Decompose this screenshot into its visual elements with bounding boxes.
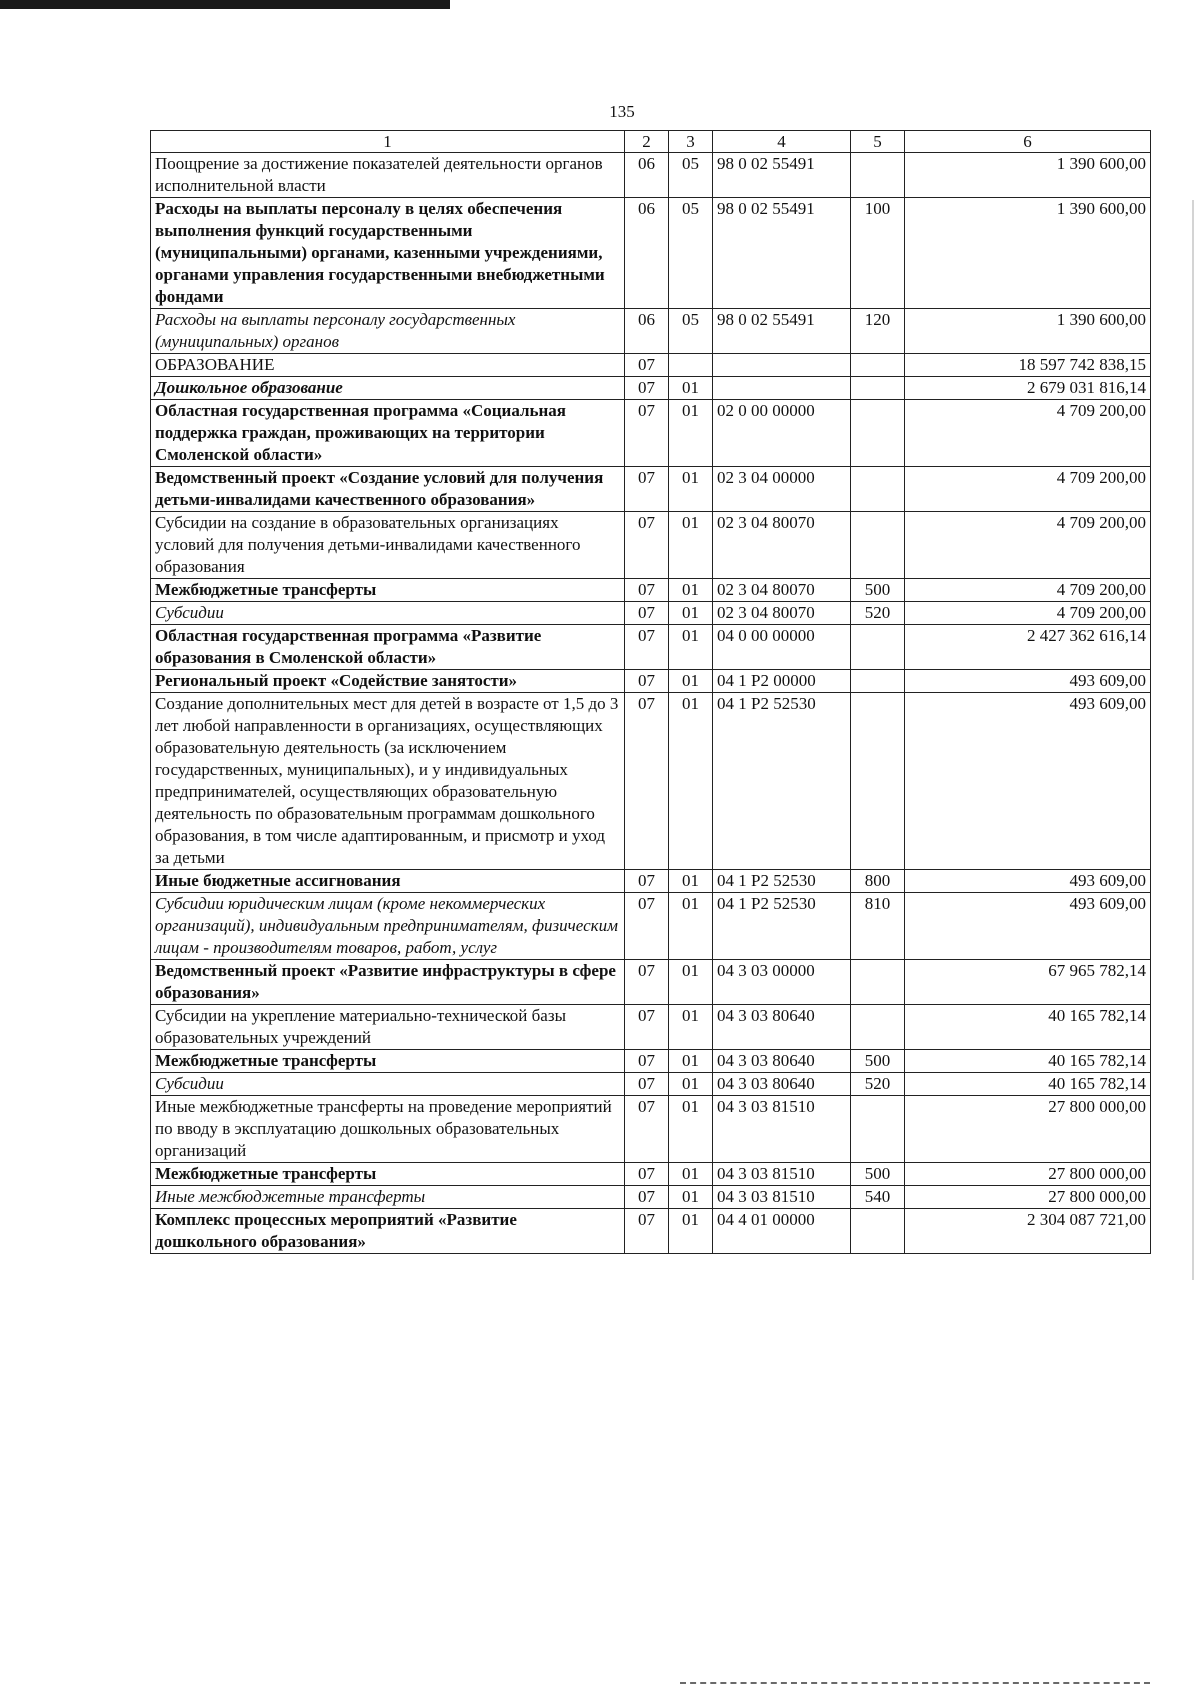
row-subsection-code: 01 (669, 377, 713, 400)
row-subsection-code: 01 (669, 870, 713, 893)
row-amount: 493 609,00 (905, 693, 1151, 870)
row-section-code: 07 (625, 512, 669, 579)
row-name: Межбюджетные трансферты (151, 1163, 625, 1186)
row-section-code: 07 (625, 960, 669, 1005)
table-row (151, 579, 1151, 602)
row-name: Субсидии на создание в образовательных организациях условий для получения детьми-инвалидами качественного образования (151, 512, 625, 579)
table-row (151, 512, 1151, 579)
row-amount: 2 679 031 816,14 (905, 377, 1151, 400)
row-subsection-code: 01 (669, 625, 713, 670)
row-subsection-code: 01 (669, 1050, 713, 1073)
table-row (151, 153, 1151, 198)
row-target-code: 04 1 Р2 52530 (713, 870, 851, 893)
row-amount: 4 709 200,00 (905, 579, 1151, 602)
row-section-code: 07 (625, 467, 669, 512)
table-row (151, 893, 1151, 960)
row-expense-type-code: 100 (851, 198, 905, 309)
row-target-code: 04 3 03 00000 (713, 960, 851, 1005)
row-name: Межбюджетные трансферты (151, 579, 625, 602)
row-target-code: 04 0 00 00000 (713, 625, 851, 670)
row-amount: 1 390 600,00 (905, 198, 1151, 309)
row-expense-type-code (851, 400, 905, 467)
row-amount: 4 709 200,00 (905, 512, 1151, 579)
row-amount: 67 965 782,14 (905, 960, 1151, 1005)
row-expense-type-code (851, 625, 905, 670)
row-target-code: 04 1 Р2 52530 (713, 693, 851, 870)
row-amount: 27 800 000,00 (905, 1096, 1151, 1163)
row-subsection-code (669, 354, 713, 377)
row-target-code: 04 3 03 81510 (713, 1096, 851, 1163)
row-section-code: 07 (625, 377, 669, 400)
row-name: Субсидии (151, 602, 625, 625)
row-name: ОБРАЗОВАНИЕ (151, 354, 625, 377)
row-subsection-code: 01 (669, 602, 713, 625)
page-number: 135 (609, 102, 635, 121)
row-section-code: 07 (625, 354, 669, 377)
table-row (151, 1186, 1151, 1209)
scan-bottom-marks (680, 1682, 1150, 1684)
row-subsection-code: 01 (669, 1005, 713, 1050)
row-name: Областная государственная программа «Развитие образования в Смоленской области» (151, 625, 625, 670)
row-section-code: 07 (625, 1096, 669, 1163)
row-amount: 27 800 000,00 (905, 1163, 1151, 1186)
row-subsection-code: 01 (669, 893, 713, 960)
table-row (151, 1209, 1151, 1254)
row-target-code: 04 3 03 80640 (713, 1050, 851, 1073)
row-subsection-code: 01 (669, 960, 713, 1005)
row-expense-type-code: 500 (851, 579, 905, 602)
row-amount: 40 165 782,14 (905, 1073, 1151, 1096)
header-col-1: 1 (151, 131, 625, 153)
row-target-code: 04 1 Р2 52530 (713, 893, 851, 960)
table-row (151, 377, 1151, 400)
row-amount: 40 165 782,14 (905, 1005, 1151, 1050)
row-section-code: 06 (625, 309, 669, 354)
scan-edge-line (0, 0, 450, 9)
header-col-2: 2 (625, 131, 669, 153)
row-subsection-code: 01 (669, 1209, 713, 1254)
row-section-code: 07 (625, 893, 669, 960)
row-expense-type-code: 520 (851, 602, 905, 625)
row-subsection-code: 05 (669, 309, 713, 354)
row-name: Расходы на выплаты персоналу в целях обеспечения выполнения функций государственными (муниципальными) органами, казенными учреждениями, органами управления государственными внебюджетными фондами (151, 198, 625, 309)
row-name: Дошкольное образование (151, 377, 625, 400)
row-target-code: 02 3 04 80070 (713, 512, 851, 579)
table-row (151, 960, 1151, 1005)
row-section-code: 07 (625, 579, 669, 602)
header-col-4: 4 (713, 131, 851, 153)
table-row (151, 354, 1151, 377)
row-expense-type-code: 500 (851, 1050, 905, 1073)
scan-edge-line-right (1192, 200, 1194, 1280)
row-section-code: 06 (625, 198, 669, 309)
row-expense-type-code (851, 377, 905, 400)
table-row (151, 198, 1151, 309)
row-expense-type-code: 500 (851, 1163, 905, 1186)
row-target-code: 98 0 02 55491 (713, 309, 851, 354)
row-subsection-code: 05 (669, 153, 713, 198)
row-target-code: 02 3 04 80070 (713, 602, 851, 625)
row-target-code: 04 3 03 80640 (713, 1005, 851, 1050)
row-section-code: 07 (625, 602, 669, 625)
table-header-row (151, 131, 1151, 153)
row-expense-type-code: 520 (851, 1073, 905, 1096)
row-name: Межбюджетные трансферты (151, 1050, 625, 1073)
row-expense-type-code: 800 (851, 870, 905, 893)
row-expense-type-code (851, 467, 905, 512)
row-amount: 1 390 600,00 (905, 309, 1151, 354)
row-section-code: 07 (625, 1005, 669, 1050)
table-row (151, 400, 1151, 467)
row-name: Иные межбюджетные трансферты (151, 1186, 625, 1209)
row-amount: 4 709 200,00 (905, 400, 1151, 467)
row-expense-type-code (851, 512, 905, 579)
budget-table (150, 130, 1151, 1254)
row-section-code: 07 (625, 625, 669, 670)
row-section-code: 07 (625, 870, 669, 893)
row-name: Субсидии (151, 1073, 625, 1096)
row-amount: 40 165 782,14 (905, 1050, 1151, 1073)
table-body (151, 153, 1151, 1254)
row-subsection-code: 01 (669, 579, 713, 602)
row-name: Иные бюджетные ассигнования (151, 870, 625, 893)
row-section-code: 07 (625, 1186, 669, 1209)
row-target-code: 04 3 03 81510 (713, 1186, 851, 1209)
row-expense-type-code: 540 (851, 1186, 905, 1209)
row-name: Расходы на выплаты персоналу государственных (муниципальных) органов (151, 309, 625, 354)
row-name: Иные межбюджетные трансферты на проведение мероприятий по вводу в эксплуатацию дошкольных образовательных организаций (151, 1096, 625, 1163)
row-subsection-code: 01 (669, 670, 713, 693)
row-subsection-code: 01 (669, 1163, 713, 1186)
table-row (151, 693, 1151, 870)
row-expense-type-code (851, 960, 905, 1005)
row-expense-type-code: 120 (851, 309, 905, 354)
row-target-code: 04 1 Р2 00000 (713, 670, 851, 693)
row-name: Поощрение за достижение показателей деятельности органов исполнительной власти (151, 153, 625, 198)
table-row (151, 670, 1151, 693)
row-amount: 1 390 600,00 (905, 153, 1151, 198)
table-row (151, 1073, 1151, 1096)
row-target-code: 04 3 03 81510 (713, 1163, 851, 1186)
table-row (151, 467, 1151, 512)
row-target-code (713, 354, 851, 377)
row-target-code: 98 0 02 55491 (713, 198, 851, 309)
row-name: Ведомственный проект «Создание условий для получения детьми-инвалидами качественного образования» (151, 467, 625, 512)
row-target-code: 02 3 04 80070 (713, 579, 851, 602)
table-row (151, 870, 1151, 893)
row-target-code (713, 377, 851, 400)
table-row (151, 625, 1151, 670)
row-amount: 493 609,00 (905, 893, 1151, 960)
row-subsection-code: 01 (669, 512, 713, 579)
row-name: Субсидии на укрепление материально-технической базы образовательных учреждений (151, 1005, 625, 1050)
header-col-3: 3 (669, 131, 713, 153)
row-target-code: 04 3 03 80640 (713, 1073, 851, 1096)
row-expense-type-code (851, 153, 905, 198)
row-subsection-code: 01 (669, 400, 713, 467)
row-name: Субсидии юридическим лицам (кроме некоммерческих организаций), индивидуальным предпринимателям, физическим лицам - производителям товаров, работ, услуг (151, 893, 625, 960)
row-expense-type-code (851, 1096, 905, 1163)
row-subsection-code: 01 (669, 1096, 713, 1163)
row-amount: 18 597 742 838,15 (905, 354, 1151, 377)
row-amount: 2 304 087 721,00 (905, 1209, 1151, 1254)
row-section-code: 06 (625, 153, 669, 198)
row-subsection-code: 01 (669, 467, 713, 512)
row-target-code: 98 0 02 55491 (713, 153, 851, 198)
row-amount: 2 427 362 616,14 (905, 625, 1151, 670)
row-expense-type-code (851, 354, 905, 377)
row-amount: 27 800 000,00 (905, 1186, 1151, 1209)
row-subsection-code: 01 (669, 693, 713, 870)
row-amount: 4 709 200,00 (905, 602, 1151, 625)
row-subsection-code: 05 (669, 198, 713, 309)
row-section-code: 07 (625, 693, 669, 870)
row-name: Областная государственная программа «Социальная поддержка граждан, проживающих на территории Смоленской области» (151, 400, 625, 467)
row-target-code: 02 3 04 00000 (713, 467, 851, 512)
row-name: Комплекс процессных мероприятий «Развитие дошкольного образования» (151, 1209, 625, 1254)
row-target-code: 02 0 00 00000 (713, 400, 851, 467)
table-row (151, 1163, 1151, 1186)
table-row (151, 1005, 1151, 1050)
row-subsection-code: 01 (669, 1073, 713, 1096)
row-section-code: 07 (625, 1209, 669, 1254)
row-expense-type-code (851, 670, 905, 693)
row-section-code: 07 (625, 1073, 669, 1096)
row-name: Ведомственный проект «Развитие инфраструктуры в сфере образования» (151, 960, 625, 1005)
row-target-code: 04 4 01 00000 (713, 1209, 851, 1254)
header-col-5: 5 (851, 131, 905, 153)
row-section-code: 07 (625, 1050, 669, 1073)
row-subsection-code: 01 (669, 1186, 713, 1209)
row-amount: 493 609,00 (905, 670, 1151, 693)
row-section-code: 07 (625, 670, 669, 693)
table-row (151, 602, 1151, 625)
row-section-code: 07 (625, 1163, 669, 1186)
row-name: Региональный проект «Содействие занятости» (151, 670, 625, 693)
header-col-6: 6 (905, 131, 1151, 153)
row-expense-type-code (851, 693, 905, 870)
row-expense-type-code: 810 (851, 893, 905, 960)
row-expense-type-code (851, 1209, 905, 1254)
table-row (151, 1050, 1151, 1073)
row-expense-type-code (851, 1005, 905, 1050)
table-row (151, 1096, 1151, 1163)
row-amount: 493 609,00 (905, 870, 1151, 893)
row-section-code: 07 (625, 400, 669, 467)
table-row (151, 309, 1151, 354)
row-amount: 4 709 200,00 (905, 467, 1151, 512)
row-name: Создание дополнительных мест для детей в возрасте от 1,5 до 3 лет любой направленности в организациях, осуществляющих образовательную деятельность (за исключением государственных, муниципальных), и у индивидуальных предпринимателей, осуществляющих образовательную деятельность по образовательным программам дошкольного образования, в том числе адаптированным, и присмотр и уход за детьми (151, 693, 625, 870)
